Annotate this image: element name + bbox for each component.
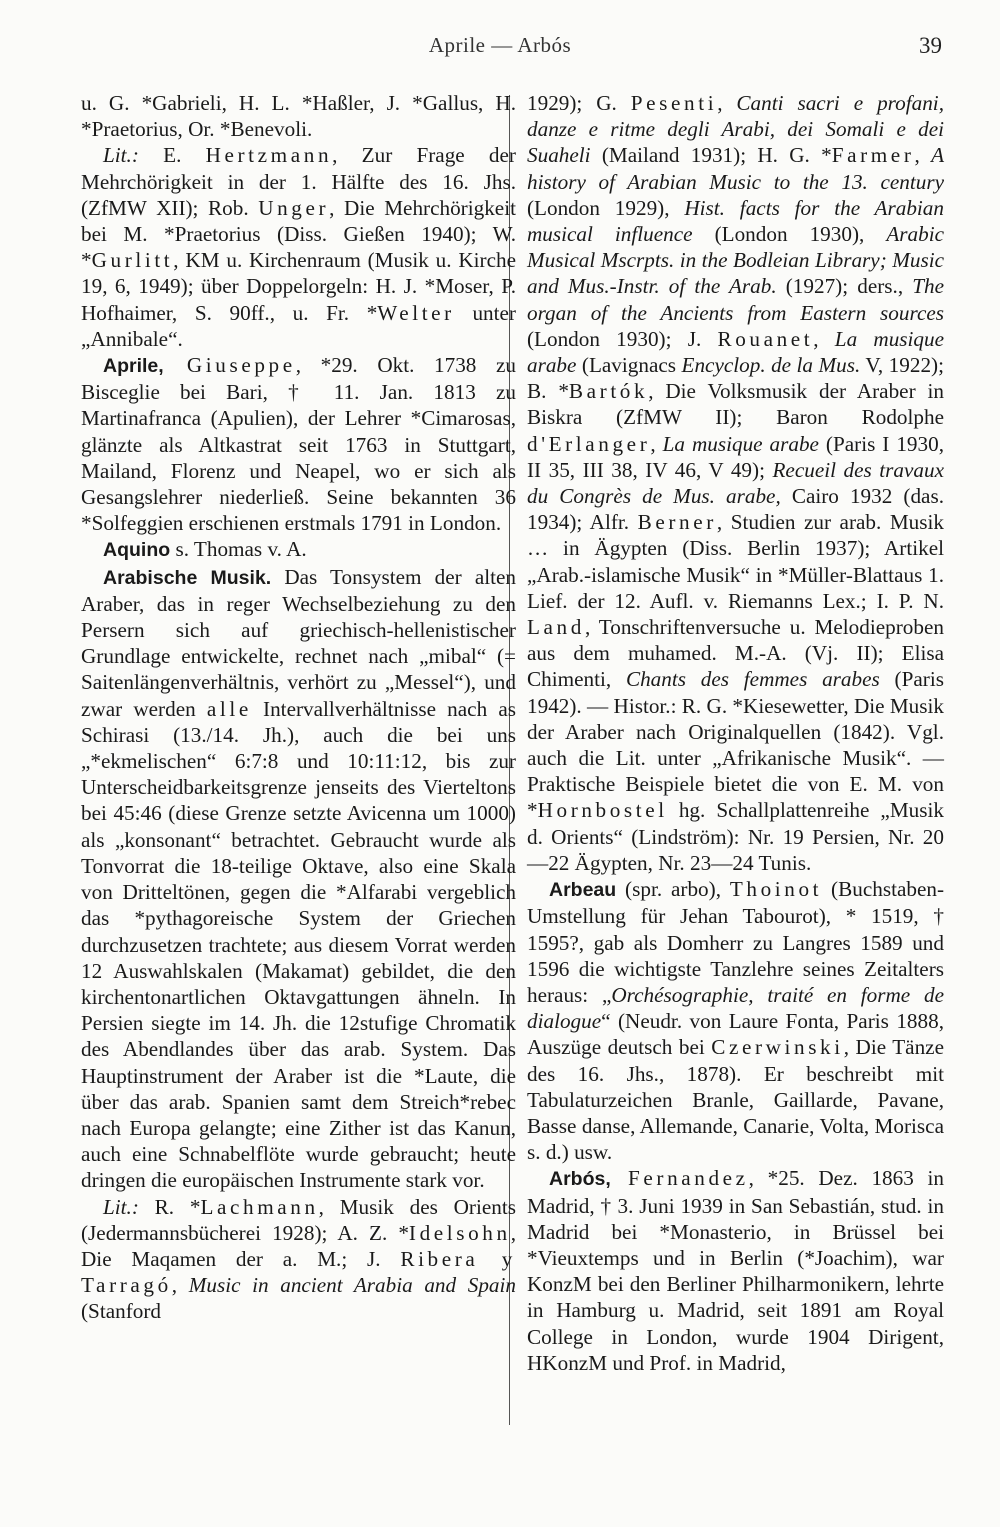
text: Intervallverhältnisse nach as Schirasi (13./14. Jh.), auch die bei uns „*ekmelischen“ 6:7:8 und 10:11:12, bis zur Unterscheidbarkeitsgrenze jenseits des Vierteltons bei 45:46 (diese Grenze setzte Avicenna um 1000) als „konsonant“ betrachtet. Gebraucht wurde als Tonvorrat die 18-teilige Oktave, also eine Skala von Dritteltönen, gegen die *Alfarabi vergeblich das *pythagoreische System der Griechen durchzusetzen trachtete; aus diesem Vorrat werden 12 Auswahlskalen (Makamat) gebildet, die den kirchentonartlichen Oktavgattungen ähneln. In Persien siegte im 14. Jh. die 12stufige Chromatik des Abendlandes über das arab. System. Das Hauptinstrument der Araber ist die *Laute, die über das arab. Spanien samt dem Streich*rebec nach Europa gelangte; eine Zither ist das Kanun, auch eine Schnabelflöte wurde gebraucht; heute dringen die europäischen Instrumente stark vor. [81, 696, 516, 1193]
text: 1929); G. [527, 91, 631, 115]
author-name: Lachmann [200, 1194, 319, 1219]
text: , *25. Dez. 1863 in Madrid, † 3. Juni 1939 in San Sebastián, stud. in Madrid bei *Monasterio, in Brüssel bei *Vieuxtemps und in Berlin (*Joachim), war KonzM bei den Berliner Philharmonikern, lehrte in Hamburg u. Madrid, seit 1891 am Royal College in London, wurde 1904 Dirigent, HKonzM und Prof. in Madrid, [527, 1166, 944, 1375]
entry-arbos [527, 1165, 944, 1376]
author-name: Idelsohn [408, 1220, 511, 1245]
lit-label: Lit.: [103, 143, 139, 168]
author-name: Farmer [831, 143, 915, 168]
left-column [81, 90, 516, 1325]
text: (London 1930), [692, 222, 887, 247]
literature-paragraph [81, 1194, 516, 1325]
text: (1927); ders., [776, 274, 913, 299]
author-name: Hertzmann [205, 143, 333, 168]
author-name: Hornbostel [537, 798, 668, 823]
entry-arbeau [527, 876, 944, 1165]
text: , [813, 326, 835, 351]
author-name: Czerwinski [711, 1035, 844, 1060]
text: , Tonschriftenversuche u. Melodieproben aus dem muhamed. M.-A. (Vj. II); Elisa Chimenti, [527, 615, 944, 692]
text: , [171, 1273, 189, 1298]
text: , Die Volksmusik der Araber in Biskra (ZfMW II); Baron Rodolphe [527, 379, 944, 430]
text: , Die Tänze des 16. Jhs., 1878). Er beschreibt mit Tabulaturzeichen Branle, Gaillarde, Pavane, Basse danse, Allemande, Canarie, Volta, Morisca s. d.) usw. [527, 1035, 944, 1165]
book-title: Arabic Musical Mscrpts. in the Bodleian Library; Music and Mus.-Instr. of the Arab. [527, 222, 944, 299]
book-title: The organ of the Ancients from Eastern sources [527, 274, 945, 325]
book-title: A history of Arabian Music to the 13. century [527, 143, 945, 194]
text: (Stanford [81, 1299, 162, 1324]
right-column [527, 90, 944, 1376]
text: , Studien zur arab. Musik … in Ägypten (Diss. Berlin 1937); Artikel „Arab.-islamische Musik“ in *Müller-Blattaus 1. Lief. der 12. Aufl. v. Riemanns Lex.; I. P. N. [527, 510, 944, 613]
text: , Die Mehrchörigkeit bei M. *Praetorius (Diss. Gießen 1940); W. * [81, 195, 516, 273]
literature-continuation [527, 90, 944, 876]
book-title: Recueil des travaux du Congrès de Mus. arabe, [527, 457, 944, 509]
page-number: 39 [919, 33, 942, 58]
person-name: Thoinot [729, 877, 823, 902]
text: (Buchstaben-Umstellung für Jehan Tabourot), * 1519, † 1595?, gab als Domherr zu Langres 1589 und 1596 die wichtigste Tanzlehre seines Zeitalters heraus: „ [527, 877, 945, 1007]
person-name: Giuseppe [163, 353, 296, 378]
text: V, 1922); B. * [527, 353, 945, 404]
person-name: Fernandez [610, 1166, 749, 1191]
book-title: Orchésographie, traité en forme de dialogue [527, 982, 944, 1034]
text: , *29. Okt. 1738 zu Bisceglie bei Bari, † 11. Jan. 1813 zu Martinafranca (Apulien), der Lehrer *Cimarosas, glänzte als Altkastrat seit 1763 in Stuttgart, Mailand, Florenz und Neapel, wo er sich als Gesangslehrer niederließ. Seine bekannten 36 *Solfeggien erschienen erstmals 1791 in London. [81, 353, 516, 536]
book-title: La musique arabe [527, 326, 945, 378]
text: R. * [138, 1194, 201, 1219]
text: , Zur Frage der Mehrchörigkeit in der 1. Hälfte des 16. Jhs. (ZfMW XII); Rob. [81, 143, 516, 220]
author-name: Rouanet [717, 326, 814, 351]
text: “ (Neudr. von Laure Fonta, Paris 1888, Auszüge deutsch bei [527, 1009, 944, 1060]
entry-aquino [81, 536, 516, 563]
literature-paragraph [81, 142, 516, 352]
book-title: Chants des femmes arabes [625, 667, 880, 692]
author-name: Bartók [568, 379, 649, 404]
text: (Paris I 1930, II 35, III 38, IV 46, V 49); [527, 431, 944, 482]
text: (Mailand 1931); H. G. * [590, 143, 832, 168]
text: (Paris 1942). — Histor.: R. G. *Kiesewetter, Die Musik der Araber nach Originalquellen (1842). Vgl. auch die Lit. unter „Afrikanische Musik“. — Praktische Beispiele bietet die von E. M. von * [527, 667, 944, 823]
headword: Aprile, [103, 355, 164, 378]
text: s. Thomas v. A. [170, 537, 307, 562]
text: Cairo 1932 (das. 1934); Alfr. [527, 484, 944, 535]
lit-label: Lit.: [103, 1194, 139, 1219]
headword: Arabische Musik. [103, 566, 272, 589]
emphasis: alle [206, 696, 252, 721]
book-title: Canti sacri e profani, danze e ritme degli Arabi, dei Somali e dei Suaheli [527, 91, 944, 168]
text: , Die Maqamen der a. M.; J. [81, 1220, 516, 1271]
author-name: Pesenti [630, 91, 718, 115]
text: , KM u. Kirchenraum (Musik u. Kirche 19, 6, 1949); über Doppelorgeln: H. J. *Moser, P. Hofhaimer, S. 90ff., u. Fr. * [81, 248, 516, 325]
text: , [650, 431, 663, 456]
running-head [0, 33, 1000, 63]
author-name: Berner [637, 510, 717, 535]
author-name: d'Erlanger [527, 431, 651, 456]
running-title: Aprile — Arbós [428, 33, 572, 57]
text: , [914, 143, 932, 168]
entry-continuation [81, 90, 516, 142]
author-name: Gurlitt [91, 248, 174, 273]
entry-arabische-musik [81, 564, 516, 1194]
headword: Aquino [103, 539, 171, 562]
text: (London 1929), [527, 195, 685, 220]
headword: Arbeau [549, 879, 617, 902]
headword: Arbós, [549, 1168, 611, 1191]
book-title: Music in ancient Arabia and Spain [188, 1273, 517, 1298]
text: u. G. *Gabrieli, H. L. *Haßler, J. *Gallus, H. *Praetorius, Or. *Benevoli. [81, 91, 516, 142]
book-title: Hist. facts for the Arabian musical influence [527, 195, 944, 247]
text: unter „Annibale“. [81, 300, 516, 351]
text: hg. Schallplattenreihe „Musik d. Orients“ (Lindström): Nr. 19 Persien, Nr. 20—22 Ägypten, Nr. 23—24 Tunis. [527, 798, 944, 875]
text: (London 1930); J. [527, 326, 718, 351]
text: , Musik des Orients (Jedermannsbücherei 1928); A. Z. * [81, 1194, 516, 1245]
text: (spr. arbo), [616, 877, 730, 902]
text: E. [138, 143, 206, 168]
text: , [717, 91, 737, 115]
author-name: Land [527, 615, 585, 640]
author-name: Unger [258, 195, 330, 220]
entry-aprile [81, 352, 516, 536]
text: (Lavignacs [576, 353, 682, 378]
text: Das Tonsystem der alten Araber, das in reger Wechselbeziehung zu den Persern sich auf griechisch-hellenistischer Grundlage entwickelte, rechnet nach „mibal“ (= Saitenlängenverhältnis, verhört zu „Messel“), und zwar werden [81, 564, 516, 721]
author-name: Welter [377, 300, 455, 325]
book-title: Encyclop. de la Mus. [681, 353, 861, 378]
author-name: Ribera y Tarragó [81, 1246, 516, 1298]
book-title: La musique arabe [662, 431, 819, 456]
